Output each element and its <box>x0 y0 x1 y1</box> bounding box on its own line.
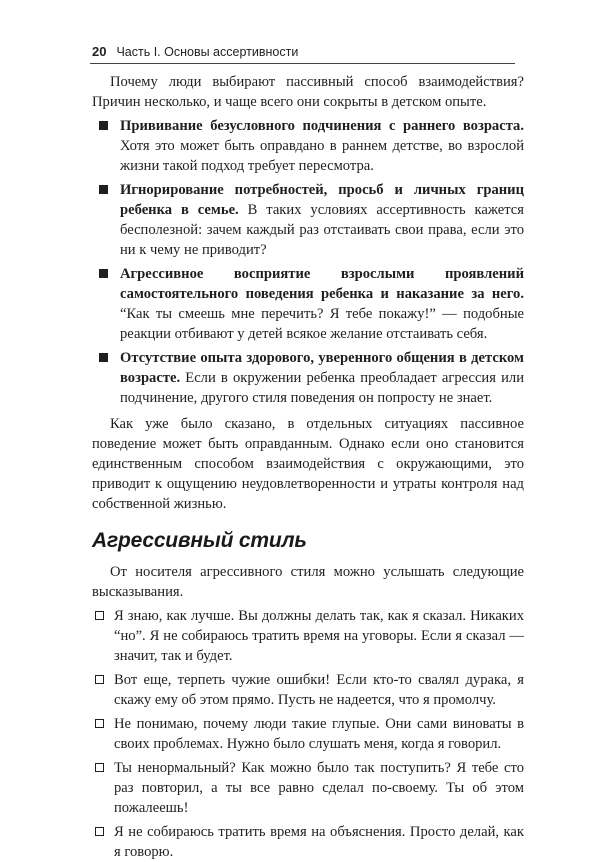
section-intro: От носителя агрессивного стиля можно услышать следующие высказывания. <box>92 564 524 600</box>
square-bullet-icon <box>99 185 108 194</box>
quote-text: Не понимаю, почему люди такие глупые. Они сами виноваты в своих проблемах. Нужно было слушать меня, когда я говорил. <box>114 716 524 752</box>
quote-text: Ты ненормальный? Как можно было так поступить? Я тебе сто раз повторил, а ты все равно сделал по-своему. Ты об этом пожалеешь! <box>114 760 524 816</box>
item-text: “Как ты смеешь мне перечить? Я тебе покажу!” — подобные реакции отбивают у детей всякое желание отстаивать себя. <box>120 306 524 342</box>
checkbox-bullet-icon <box>95 719 104 728</box>
page-body <box>92 72 524 862</box>
checkbox-bullet-icon <box>95 675 104 684</box>
section-heading: Агрессивный стиль <box>92 529 307 552</box>
list-item <box>92 606 524 666</box>
header-rule <box>90 63 515 64</box>
item-lead: Прививание безусловного подчинения с раннего возраста. <box>120 118 524 134</box>
chapter-title: Часть I. Основы ассертивности <box>116 45 299 59</box>
list-item <box>92 116 524 176</box>
item-text: В таких условиях ассертивность кажется бесполезной: зачем каждый раз отстаивать свои права, если это ни к чему не приводит? <box>120 202 525 258</box>
checkbox-bullet-icon <box>95 763 104 772</box>
list-item <box>92 670 524 710</box>
list-item <box>92 714 524 754</box>
list-item <box>92 758 524 818</box>
list-item <box>92 822 524 862</box>
square-bullet-icon <box>99 269 108 278</box>
item-lead: Отсутствие опыта здорового, уверенного общения в детском возрасте. <box>120 350 524 386</box>
checkbox-bullet-icon <box>95 611 104 620</box>
running-header <box>92 44 298 59</box>
item-text: Если в окружении ребенка преобладает агрессия или подчинение, другого стиля поведения он попросту не знает. <box>120 370 524 406</box>
passive-causes-list <box>92 116 524 408</box>
quote-text: Я знаю, как лучше. Вы должны делать так, как я сказал. Никаких “но”. Я не собираюсь тратить время на уговоры. Если я сказал — значит, так и будет. <box>114 608 524 664</box>
intro-paragraph: Почему люди выбирают пассивный способ взаимодействия? Причин несколько, и чаще всего они сокрыты в детском опыте. <box>92 74 524 110</box>
aggressive-quotes-list <box>92 606 524 862</box>
square-bullet-icon <box>99 121 108 130</box>
list-item <box>92 264 524 344</box>
list-item <box>92 180 524 260</box>
checkbox-bullet-icon <box>95 827 104 836</box>
quote-text: Я не собираюсь тратить время на объяснения. Просто делай, как я говорю. <box>114 824 524 860</box>
item-lead: Игнорирование потребностей, просьб и личных границ ребенка в семье. <box>120 182 524 218</box>
item-lead: Агрессивное восприятие взрослыми проявлений самостоятельного поведения ребенка и наказание за него. <box>120 266 524 302</box>
quote-text: Вот еще, терпеть чужие ошибки! Если кто-то свалял дурака, я скажу ему об этом прямо. Пусть не надеется, что я промолчу. <box>114 672 524 708</box>
list-item <box>92 348 524 408</box>
square-bullet-icon <box>99 353 108 362</box>
item-text: Хотя это может быть оправдано в раннем детстве, во взрослой жизни такой подход требует пересмотра. <box>120 138 524 174</box>
conclusion-paragraph: Как уже было сказано, в отдельных ситуациях пассивное поведение может быть оправданным. Однако если оно становится единственным способом взаимодействия с окружающими, это приводит к ощущению неудовлетворенности и утраты контроля над собственной жизнью. <box>92 416 524 512</box>
page-number: 20 <box>92 44 107 59</box>
